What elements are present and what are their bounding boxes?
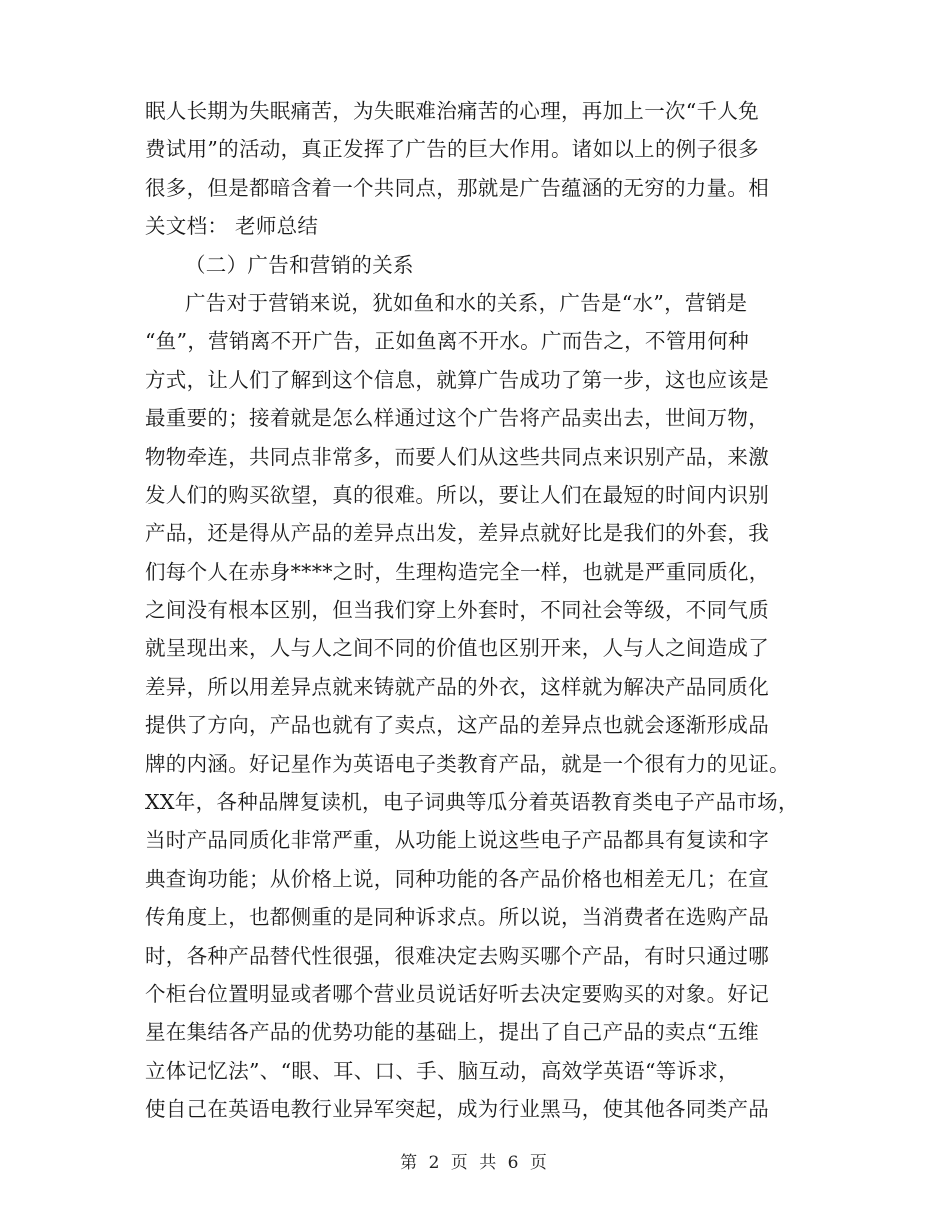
text-line: 方式，让人们了解到这个信息，就算广告成功了第一步，这也应该是 [145, 367, 769, 392]
text-line: 最重要的；接着就是怎么样通过这个广告将产品卖出去，世间万物， [145, 406, 769, 431]
text-line: “鱼”，营销离不开广告，正如鱼离不开水。广而告之，不管用何种 [145, 329, 749, 354]
text-line: 差异，所以用差异点就来铸就产品的外衣，这样就为解决产品同质化 [145, 674, 769, 699]
text-line: 之间没有根本区别，但当我们穿上外套时，不同社会等级，不同气质 [145, 598, 769, 623]
text-line: 很多，但是都暗含着一个共同点，那就是广告蕴涵的无穷的力量。相 [145, 175, 769, 200]
text-line: 当时产品同质化非常严重，从功能上说这些电子产品都具有复读和字 [145, 828, 769, 853]
text-line: 典查询功能；从价格上说，同种功能的各产品价格也相差无几；在宣 [145, 866, 769, 891]
text-line: 星在集结各产品的优势功能的基础上，提出了自己产品的卖点“五维 [145, 1020, 759, 1045]
text-line: 就呈现出来，人与人之间不同的价值也区别开来，人与人之间造成了 [145, 636, 769, 661]
text-line: 眠人长期为失眠痛苦，为失眠难治痛苦的心理，再加上一次“千人免 [145, 99, 759, 123]
text-line: 关文档： 老师总结 [145, 214, 319, 239]
page-number-footer: 第 2 页 共 6 页 [400, 1153, 550, 1173]
text-line: 发人们的购买欲望，真的很难。所以，要让人们在最短的时间内识别 [145, 482, 769, 507]
body-text [145, 92, 815, 1129]
text-line: 个柜台位置明显或者哪个营业员说话好听去决定要购买的对象。好记 [145, 981, 769, 1006]
text-line: 费试用”的活动，真正发挥了广告的巨大作用。诸如以上的例子很多 [145, 137, 759, 162]
text-line: 物物牵连，共同点非常多，而要人们从这些共同点来识别产品，来激 [145, 444, 769, 469]
text-line: 广告对于营销来说，犹如鱼和水的关系，广告是“水”，营销是 [185, 290, 748, 315]
text-line: 立体记忆法”、“眼、耳、口、手、脑互动，高效学英语“等诉求， [145, 1058, 739, 1083]
section-heading: （二）广告和营销的关系 [185, 252, 414, 277]
text-line: 产品，还是得从产品的差异点出发，差异点就好比是我们的外套，我 [145, 521, 769, 546]
text-line: XX年，各种品牌复读机，电子词典等瓜分着英语教育类电子产品市场， [145, 790, 799, 815]
text-line: 使自己在英语电教行业异军突起，成为行业黑马，使其他各同类产品 [145, 1097, 769, 1122]
text-line: 牌的内涵。好记星作为英语电子类教育产品，就是一个很有力的见证。 [145, 751, 790, 776]
text-line: 们每个人在赤身****之时，生理构造完全一样，也就是严重同质化， [145, 559, 770, 584]
text-line: 传角度上，也都侧重的是同种诉求点。所以说，当消费者在选购产品 [145, 905, 769, 930]
text-line: 时，各种产品替代性很强，很难决定去购买哪个产品，有时只通过哪 [145, 943, 769, 968]
text-line: 提供了方向，产品也就有了卖点，这产品的差异点也就会逐渐形成品 [145, 713, 769, 738]
